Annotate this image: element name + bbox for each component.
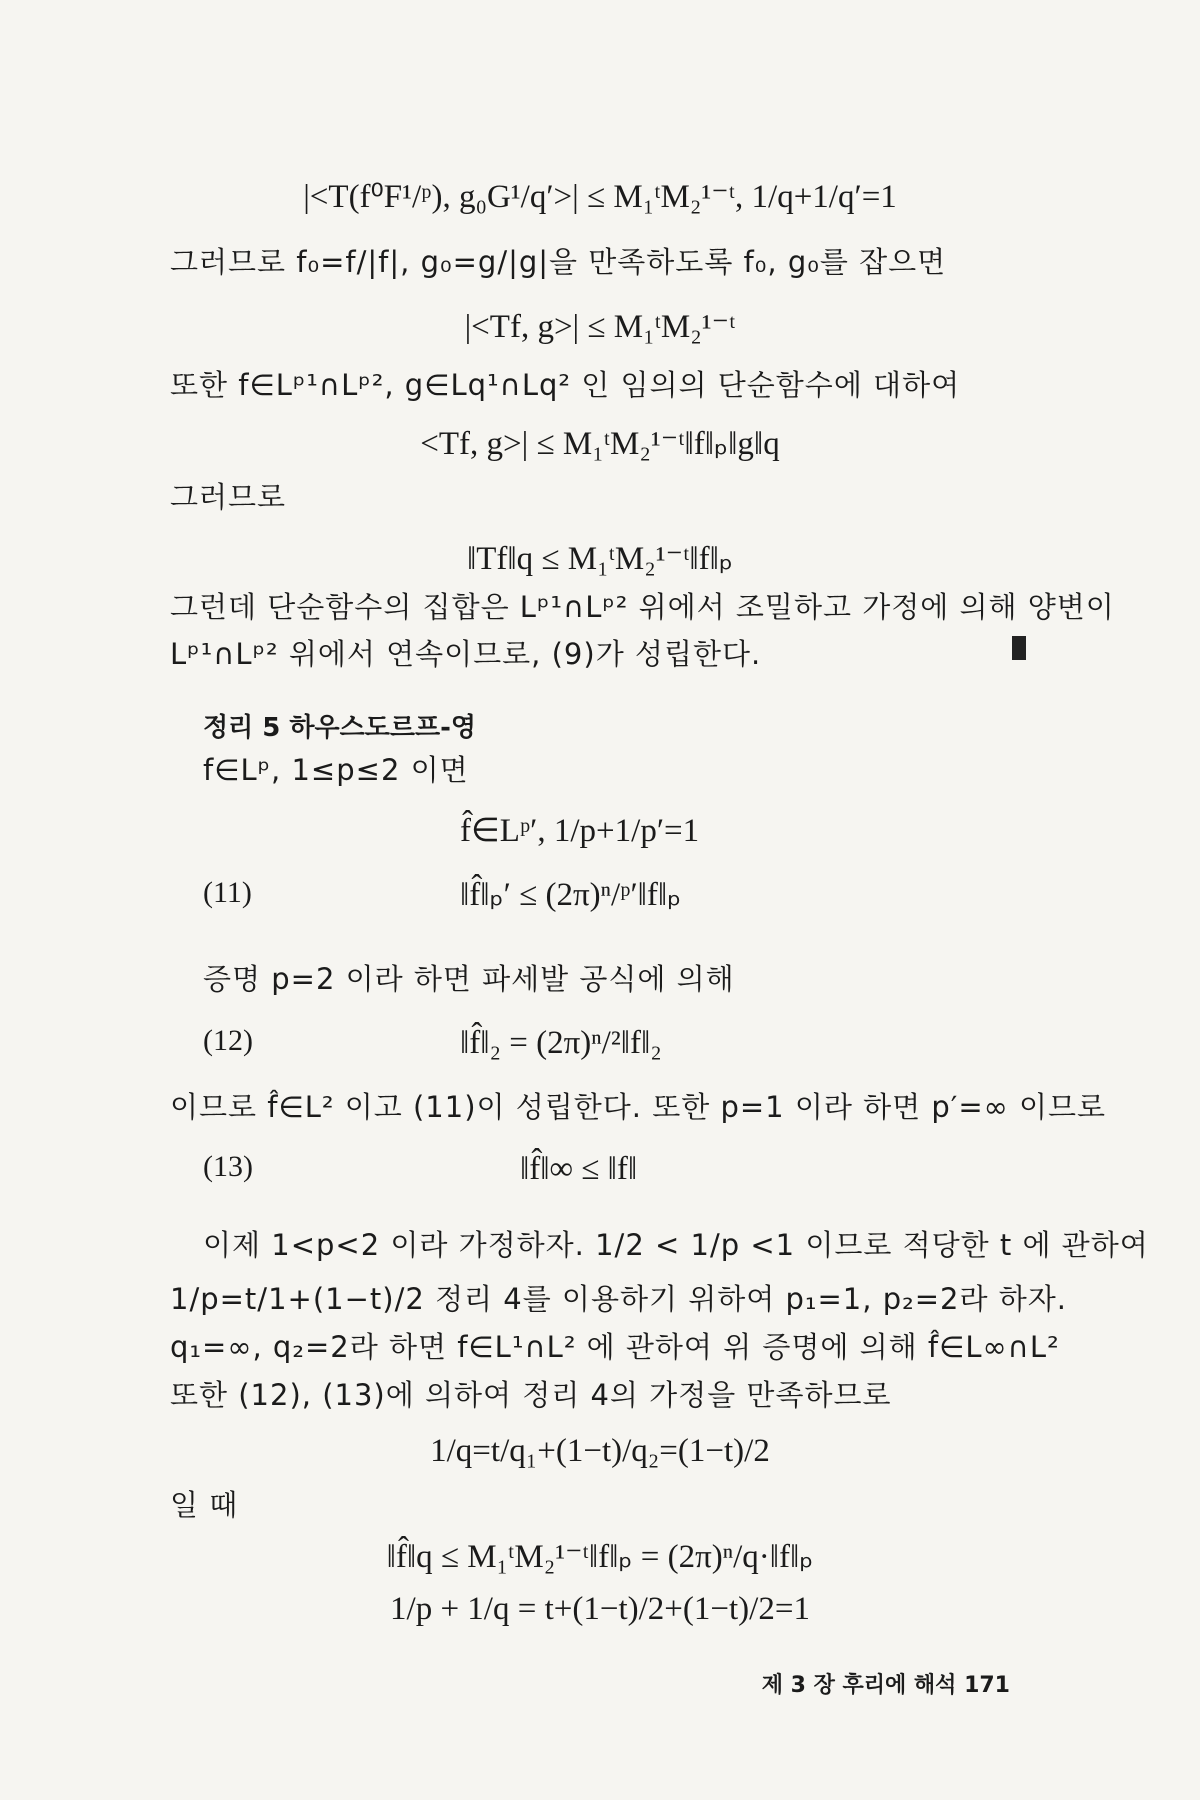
- text-line: 이므로 f̂∈L² 이고 (11)이 성립한다. 또한 p=1 이라 하면 p′=∞ 이므로: [170, 1090, 1107, 1124]
- equation-number: (13): [203, 1150, 253, 1183]
- equation: 1/p + 1/q = t+(1−t)/2+(1−t)/2=1: [390, 1591, 810, 1627]
- text-line: 이제 1<p<2 이라 가정하자. 1/2 < 1/p <1 이므로 적당한 t 에 관하여: [203, 1228, 1149, 1262]
- equation: ‖f̂‖₂ = (2π)ⁿ/²‖f‖₂: [460, 1025, 662, 1061]
- text-line: f∈Lᵖ, 1≤p≤2 이면: [203, 753, 469, 787]
- equation: f̂∈Lᵖ′, 1/p+1/p′=1: [460, 813, 700, 849]
- equation: ‖Tf‖q ≤ M₁ᵗM₂¹⁻ᵗ‖f‖ₚ: [466, 541, 734, 577]
- equation: |<Tf, g>| ≤ M₁ᵗM₂¹⁻ᵗ: [464, 309, 736, 345]
- text-line: 증명 p=2 이라 하면 파세발 공식에 의해: [203, 962, 735, 996]
- equation-number: (11): [203, 876, 252, 909]
- equation: 1/q=t/q₁+(1−t)/q₂=(1−t)/2: [430, 1433, 770, 1469]
- text-line: 또한 f∈Lᵖ¹∩Lᵖ², g∈Lq¹∩Lq² 인 임의의 단순함수에 대하여: [170, 368, 961, 402]
- text-line: 그러므로: [170, 480, 287, 514]
- equation: ‖f̂‖q ≤ M₁ᵗM₂¹⁻ᵗ‖f‖ₚ = (2π)ⁿ/q·‖f‖ₚ: [386, 1539, 814, 1575]
- equation: <Tf, g>| ≤ M₁ᵗM₂¹⁻ᵗ‖f‖ₚ‖g‖q: [420, 426, 780, 462]
- text-line: Lᵖ¹∩Lᵖ² 위에서 연속이므로, (9)가 성립한다.: [170, 637, 762, 671]
- equation-number: (12): [203, 1024, 253, 1057]
- text-line: 1/p=t/1+(1−t)/2 정리 4를 이용하기 위하여 p₁=1, p₂=2라 하자.: [170, 1282, 1067, 1316]
- text-line: 또한 (12), (13)에 의하여 정리 4의 가정을 만족하므로: [170, 1378, 892, 1412]
- qed-mark: [1012, 636, 1026, 660]
- text-line: 그런데 단순함수의 집합은 Lᵖ¹∩Lᵖ² 위에서 조밀하고 가정에 의해 양변이: [170, 590, 1115, 624]
- page-footer: 제 3 장 후리에 해석 171: [761, 1673, 1010, 1698]
- equation: ‖f̂‖ₚ′ ≤ (2π)ⁿ/ᵖ′‖f‖ₚ: [460, 877, 682, 913]
- text-line: 일 때: [170, 1488, 239, 1522]
- equation: |<T(f⁰F¹/ᵖ), g₀G¹/q′>| ≤ M₁ᵗM₂¹⁻ᵗ, 1/q+1/q′=1: [303, 179, 897, 215]
- text-line: q₁=∞, q₂=2라 하면 f∈L¹∩L² 에 관하여 위 증명에 의해 f̂∈L∞∩L²: [170, 1330, 1060, 1364]
- text-line: 그러므로 f₀=f/|f|, g₀=g/|g|을 만족하도록 f₀, g₀를 잡으면: [170, 245, 947, 279]
- equation: ‖f̂‖∞ ≤ ‖f‖: [520, 1151, 638, 1187]
- theorem-title: 정리 5 하우스도르프-영: [203, 713, 477, 743]
